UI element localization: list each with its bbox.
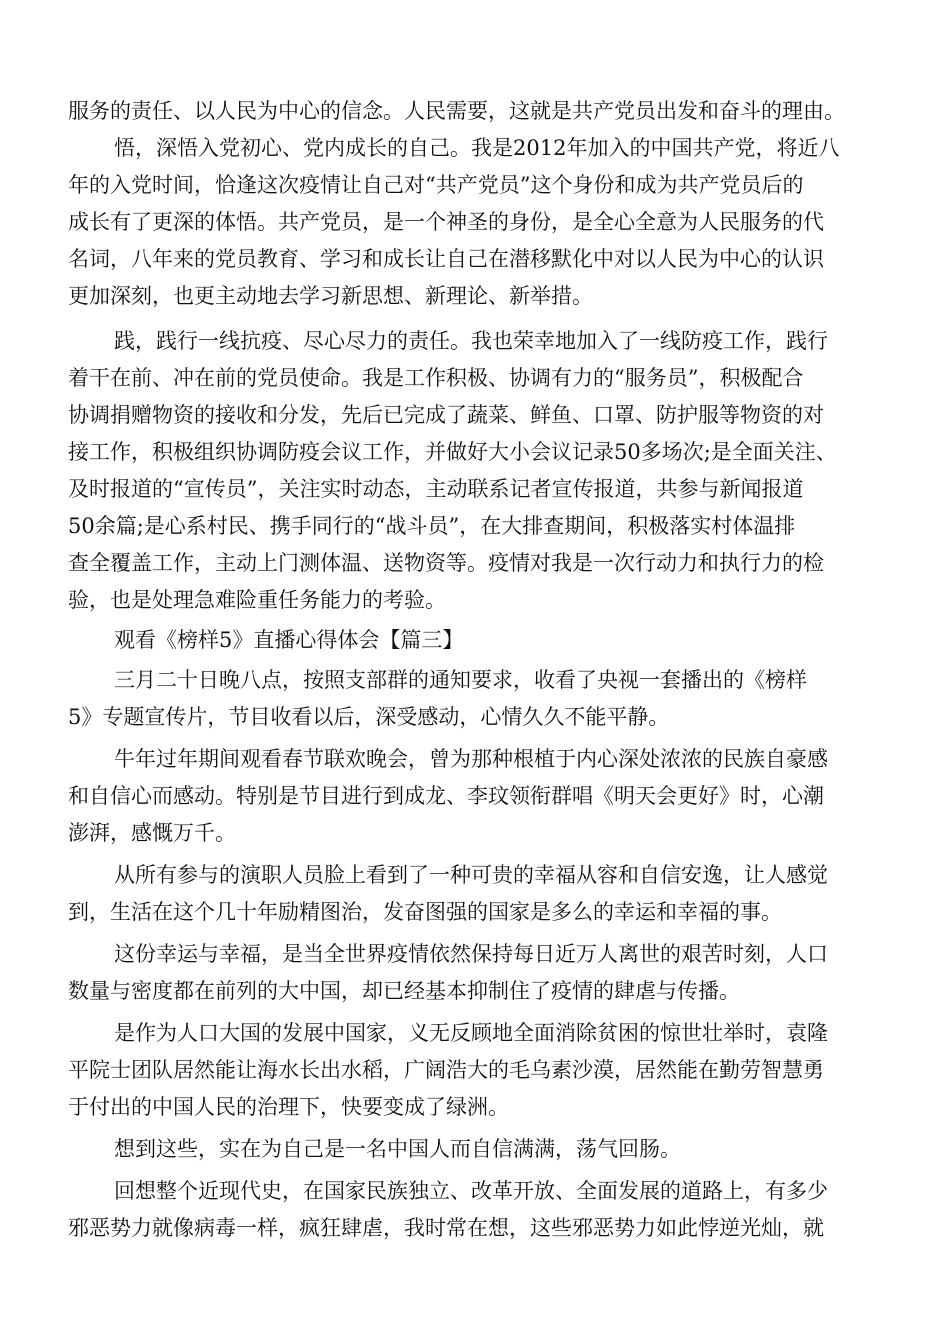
text-line: 邪恶势力就像病毒一样，疯狂肆虐，我时常在想，这些邪恶势力如此悖逆光灿，就 xyxy=(68,1216,824,1240)
text-line: 牛年过年期间观看春节联欢晚会，曾为那种根植于内心深处浓浓的民族自豪感 xyxy=(114,747,828,771)
text-line: 是作为人口大国的发展中国家，义无反顾地全面消除贫困的惊世壮举时，袁隆 xyxy=(114,1021,828,1045)
text-line: 验，也是处理急难险重任务能力的考验。 xyxy=(68,588,446,612)
text-line: 践，践行一线抗疫、尽心尽力的责任。我也荣幸地加入了一线防疫工作，践行 xyxy=(114,329,828,353)
text-line: 澎湃，感慨万千。 xyxy=(68,821,236,845)
text-line: 和自信心而感动。特别是节目进行到成龙、李玟领衔群唱《明天会更好》时，心潮 xyxy=(68,784,824,808)
text-line: 这份幸运与幸福，是当全世界疫情依然保持每日近万人离世的艰苦时刻，人口 xyxy=(114,942,828,966)
text-line: 悟，深悟入党初心、党内成长的自己。我是2012年加入的中国共产党，将近八 xyxy=(114,136,840,160)
text-line: 年的入党时间，恰逢这次疫情让自己对“共产党员”这个身份和成为共产党员后的 xyxy=(68,173,804,197)
text-line: 服务的责任、以人民为中心的信念。人民需要，这就是共产党员出发和奋斗的理由。 xyxy=(68,99,845,123)
text-line: 数量与密度都在前列的大中国，却已经基本抑制住了疫情的肆虐与传播。 xyxy=(68,979,740,1003)
text-line: 协调捐赠物资的接收和分发，先后已完成了蔬菜、鲜鱼、口罩、防护服等物资的对 xyxy=(68,403,824,427)
section-heading: 观看《榜样5》直播心得体会【篇三】 xyxy=(114,628,464,652)
text-line: 成长有了更深的体悟。共产党员，是一个神圣的身份，是全心全意为人民服务的代 xyxy=(68,210,824,234)
text-line: 到，生活在这个几十年励精图治，发奋图强的国家是多么的幸运和幸福的事。 xyxy=(68,900,782,924)
text-line: 50余篇;是心系村民、携手同行的“战斗员”，在大排查期间，积极落实村体温排 xyxy=(68,514,796,538)
text-line: 名词，八年来的党员教育、学习和成长让自己在潜移默化中对以人民为中心的认识 xyxy=(68,247,824,271)
text-line: 查全覆盖工作，主动上门测体温、送物资等。疫情对我是一次行动力和执行力的检 xyxy=(68,551,824,575)
text-line: 回想整个近现代史，在国家民族独立、改革开放、全面发展的道路上，有多少 xyxy=(114,1179,828,1203)
text-line: 更加深刻，也更主动地去学习新思想、新理论、新举措。 xyxy=(68,284,593,308)
text-line: 平院士团队居然能让海水长出水稻，广阔浩大的毛乌素沙漠，居然能在勤劳智慧勇 xyxy=(68,1058,824,1082)
text-line: 从所有参与的演职人员脸上看到了一种可贵的幸福从容和自信安逸，让人感觉 xyxy=(114,863,828,887)
text-line: 5》专题宣传片，节目收看以后，深受感动，心情久久不能平静。 xyxy=(68,705,670,729)
text-line: 想到这些，实在为自己是一名中国人而自信满满，荡气回肠。 xyxy=(114,1137,681,1161)
text-line: 于付出的中国人民的治理下，快要变成了绿洲。 xyxy=(68,1095,509,1119)
text-line: 接工作，积极组织协调防疫会议工作，并做好大小会议记录50多场次;是全面关注、 xyxy=(68,440,837,464)
text-line: 着干在前、冲在前的党员使命。我是工作积极、协调有力的“服务员”，积极配合 xyxy=(68,366,804,390)
text-line: 三月二十日晚八点，按照支部群的通知要求，收看了央视一套播出的《榜样 xyxy=(114,668,807,692)
text-line: 及时报道的“宣传员”，关注实时动态，主动联系记者宣传报道，共参与新闻报道 xyxy=(68,477,804,501)
